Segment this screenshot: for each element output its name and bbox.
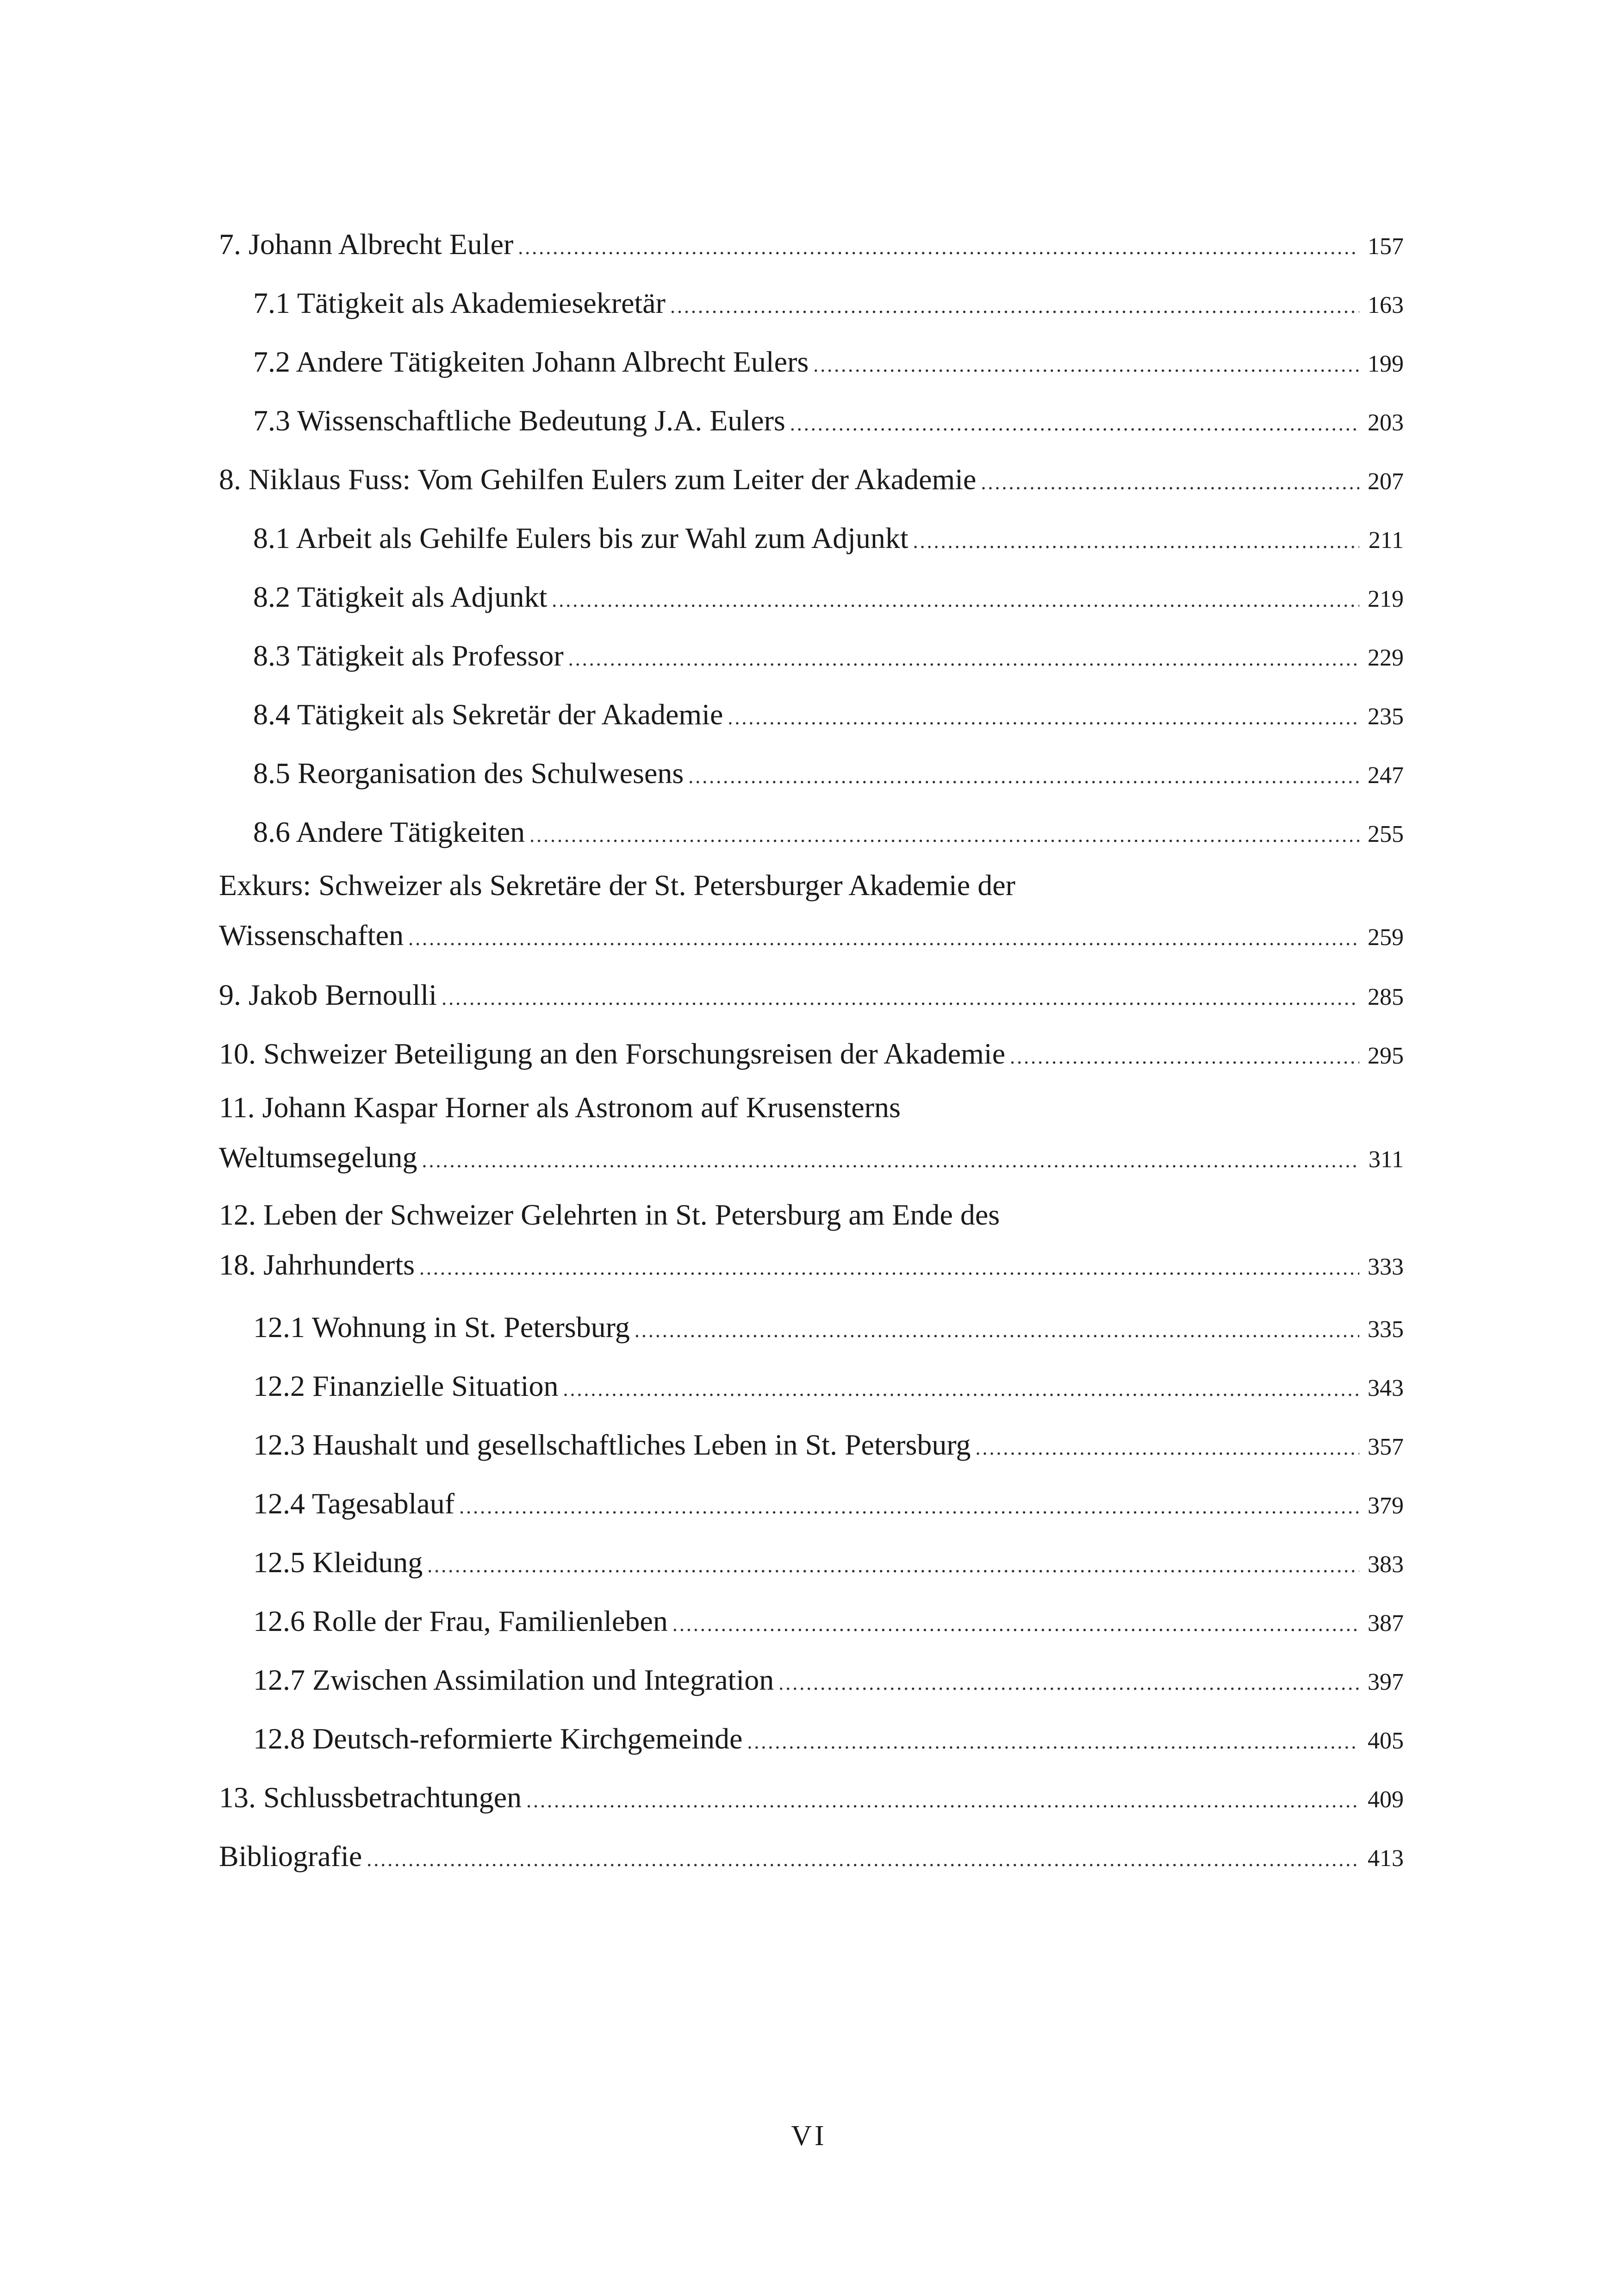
toc-entry-title: 12.4 Tagesablauf: [253, 1487, 455, 1520]
toc-subentry[interactable]: [219, 1369, 1404, 1407]
toc-entry-title: 8.1 Arbeit als Gehilfe Eulers bis zur Wahl zum Adjunkt: [253, 522, 909, 554]
toc-entry-page: 163: [1368, 292, 1404, 318]
dot-leader: [688, 759, 1359, 794]
dot-leader: [518, 230, 1359, 265]
toc-subentry[interactable]: [219, 638, 1404, 677]
toc-entry-title: 12.6 Rolle der Frau, Familienleben: [253, 1605, 668, 1637]
toc-subentry[interactable]: [219, 579, 1404, 618]
toc-entry[interactable]: [219, 462, 1404, 500]
toc-subentry[interactable]: [219, 521, 1404, 559]
dot-leader: [670, 289, 1359, 324]
toc-entry-page: 387: [1368, 1610, 1404, 1636]
toc-entry-title: 7.2 Andere Tätigkeiten Johann Albrecht Eulers: [253, 345, 809, 378]
toc-entry-page: 397: [1368, 1669, 1404, 1695]
dot-leader: [442, 981, 1359, 1016]
toc-entry-title: 8.3 Tätigkeit als Professor: [253, 639, 564, 672]
toc-entry-title: 13. Schlussbetrachtungen: [219, 1781, 522, 1814]
toc-entry[interactable]: [219, 1090, 1404, 1178]
toc-entry-page: 379: [1368, 1493, 1404, 1519]
toc-entry-page: 295: [1368, 1043, 1404, 1069]
dot-leader: [981, 465, 1359, 500]
dot-leader: [526, 1783, 1359, 1818]
toc-entry-title: Weltumsegelung: [219, 1141, 417, 1174]
dot-leader: [813, 348, 1359, 383]
toc-entry-title: 8.2 Tätigkeit als Adjunkt: [253, 580, 548, 613]
toc-entry-page: 229: [1368, 645, 1404, 671]
toc-entry-title: 12.5 Kleidung: [253, 1546, 423, 1579]
dot-leader: [672, 1607, 1359, 1642]
toc-entry[interactable]: [219, 1197, 1404, 1286]
dot-leader: [367, 1842, 1359, 1877]
toc-entry-title: 18. Jahrhunderts: [219, 1248, 415, 1281]
toc-subentry[interactable]: [219, 1721, 1404, 1760]
toc-entry-title: 8.4 Tätigkeit als Sekretär der Akademie: [253, 698, 723, 731]
toc-subentry[interactable]: [219, 815, 1404, 853]
toc-subentry[interactable]: [219, 1427, 1404, 1466]
toc-subentry[interactable]: [219, 1486, 1404, 1524]
toc-entry[interactable]: [219, 977, 1404, 1016]
toc-subentry[interactable]: [219, 286, 1404, 324]
toc-entry-title-line1: 12. Leben der Schweizer Gelehrten in St. Petersburg am Ende des: [219, 1198, 1000, 1231]
toc-entry-title: Wissenschaften: [219, 919, 404, 952]
toc-entry-page: 157: [1368, 233, 1404, 260]
dot-leader: [747, 1724, 1359, 1760]
toc-entry-page: 235: [1368, 703, 1404, 730]
toc-entry-title-line1: Exkurs: Schweizer als Sekretäre der St. Petersburger Akademie der: [219, 869, 1015, 902]
dot-leader: [778, 1666, 1359, 1701]
toc-entry-title: 9. Jakob Bernoulli: [219, 978, 437, 1011]
toc-subentry[interactable]: [219, 403, 1404, 442]
toc-entry-page: 199: [1368, 351, 1404, 377]
toc-entry-page: 311: [1368, 1146, 1404, 1173]
dot-leader: [419, 1251, 1359, 1286]
toc-entry-page: 405: [1368, 1728, 1404, 1754]
dot-leader: [408, 921, 1359, 956]
dot-leader: [1010, 1039, 1359, 1075]
toc-entry-page: 413: [1368, 1845, 1404, 1872]
toc-entry-title: 12.7 Zwischen Assimilation und Integration: [253, 1663, 774, 1696]
dot-leader: [563, 1372, 1359, 1407]
toc-subentry[interactable]: [219, 1545, 1404, 1583]
toc-entry[interactable]: [219, 1036, 1404, 1075]
dot-leader: [635, 1313, 1359, 1348]
toc-entry[interactable]: [219, 868, 1404, 956]
dot-leader: [422, 1143, 1359, 1178]
toc-entry-page: 343: [1368, 1375, 1404, 1401]
toc-entry-title: 10. Schweizer Beteiligung an den Forschungsreisen der Akademie: [219, 1037, 1006, 1070]
toc-entry-title: 12.3 Haushalt und gesellschaftliches Leben in St. Petersburg: [253, 1428, 971, 1461]
toc-entry-title: 7.3 Wissenschaftliche Bedeutung J.A. Eulers: [253, 404, 785, 437]
toc-entry-title: 7.1 Tätigkeit als Akademiesekretär: [253, 286, 666, 319]
dot-leader: [568, 641, 1359, 677]
page-number: VI: [791, 2120, 827, 2152]
dot-leader: [427, 1548, 1359, 1583]
toc-entry-page: 333: [1368, 1254, 1404, 1280]
toc-entry-page: 203: [1368, 410, 1404, 436]
toc-entry[interactable]: [219, 1839, 1404, 1877]
dot-leader: [976, 1431, 1360, 1466]
toc-entry-title: 8.6 Andere Tätigkeiten: [253, 815, 525, 848]
toc-entry-title: 8. Niklaus Fuss: Vom Gehilfen Eulers zum Leiter der Akademie: [219, 463, 977, 496]
toc-entry-page: 285: [1368, 984, 1404, 1010]
toc-subentry[interactable]: [219, 1604, 1404, 1642]
dot-leader: [913, 524, 1359, 559]
toc-entry-title: 12.8 Deutsch-reformierte Kirchgemeinde: [253, 1722, 743, 1755]
toc-entry[interactable]: [219, 227, 1404, 265]
toc-entry-page: 255: [1368, 821, 1404, 847]
toc-entry-page: 335: [1368, 1316, 1404, 1343]
toc-subentry[interactable]: [219, 697, 1404, 735]
toc-entry-page: 247: [1368, 762, 1404, 789]
toc-entry-title: 12.2 Finanzielle Situation: [253, 1369, 559, 1402]
toc-entry-title: 7. Johann Albrecht Euler: [219, 228, 514, 261]
toc-entry-page: 383: [1368, 1551, 1404, 1578]
dot-leader: [552, 583, 1359, 618]
dot-leader: [529, 818, 1359, 853]
toc-entry-page: 357: [1368, 1434, 1404, 1460]
toc-subentry[interactable]: [219, 344, 1404, 383]
toc-entry-page: 211: [1368, 527, 1404, 554]
toc-entry-page: 207: [1368, 468, 1404, 495]
dot-leader: [459, 1489, 1359, 1524]
toc-entry-title: Bibliografie: [219, 1840, 362, 1873]
toc-subentry[interactable]: [219, 756, 1404, 794]
toc-entry-page: 219: [1368, 586, 1404, 612]
toc-entry-title-line1: 11. Johann Kaspar Horner als Astronom auf Krusensterns: [219, 1091, 901, 1124]
toc-subentry[interactable]: [219, 1310, 1404, 1348]
toc-entry[interactable]: [219, 1780, 1404, 1818]
dot-leader: [728, 700, 1359, 735]
toc-entry-page: 409: [1368, 1786, 1404, 1813]
dot-leader: [790, 406, 1359, 442]
toc-entry-title: 12.1 Wohnung in St. Petersburg: [253, 1311, 630, 1344]
toc-entry-title: 8.5 Reorganisation des Schulwesens: [253, 757, 684, 790]
toc-entry-page: 259: [1368, 924, 1404, 951]
toc-subentry[interactable]: [219, 1662, 1404, 1701]
